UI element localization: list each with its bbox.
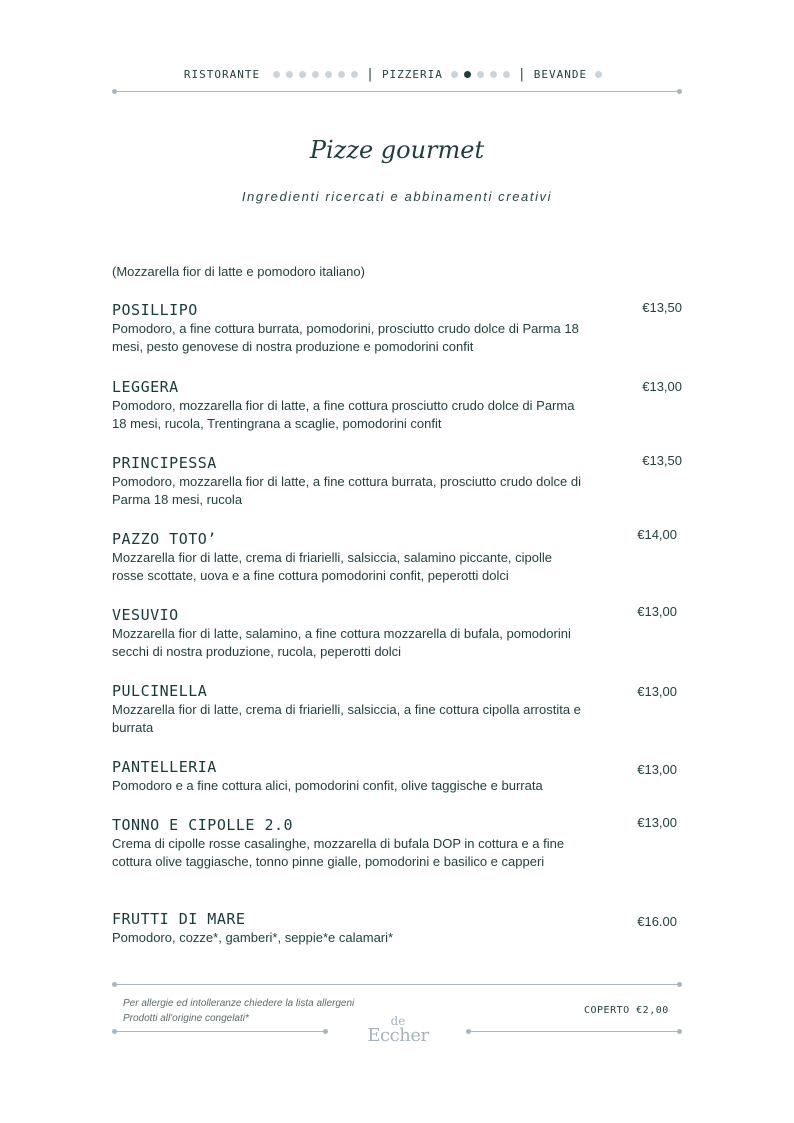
menu-item: [112, 681, 682, 737]
page-dots-pizzeria: [451, 71, 510, 78]
item-price: €16.00: [637, 914, 677, 929]
menu-item: [112, 377, 682, 433]
item-name: PAZZO TOTO’: [112, 530, 217, 548]
page-dot[interactable]: [338, 71, 345, 78]
footer-divider-left: [114, 1031, 326, 1032]
item-price: €13,00: [637, 604, 677, 619]
item-description: Pomodoro, cozze*, gamberi*, seppie*e calamari*: [112, 930, 394, 945]
logo-de: de: [390, 1014, 406, 1028]
item-price: €13,50: [642, 300, 682, 315]
page-dot[interactable]: [351, 71, 358, 78]
top-navigation: [0, 64, 794, 84]
menu-item: [112, 815, 682, 871]
logo-eccher: Eccher: [367, 1025, 429, 1046]
page-dot[interactable]: [451, 71, 458, 78]
item-description: Pomodoro, mozzarella fior di latte, a fine cottura prosciutto crudo dolce di Parma 18 mesi, rucola, Trentingrana a scaglie, pomodorini confit: [112, 398, 575, 431]
menu-item: [112, 757, 682, 795]
item-price: €13,00: [637, 815, 677, 830]
footer-divider-right: [468, 1031, 680, 1032]
item-price: €14,00: [637, 527, 677, 542]
de-eccher-logo: [363, 1016, 433, 1050]
item-price: €13,00: [637, 684, 677, 699]
nav-separator: |: [366, 66, 375, 82]
nav-link-pizzeria[interactable]: PIZZERIA: [381, 67, 443, 81]
cover-charge: COPERTO €2,00: [584, 1005, 669, 1016]
item-description: Mozzarella fior di latte, salamino, a fine cottura mozzarella di bufala, pomodorini secchi di nostra produzione, rucola, peperotti dolci: [112, 626, 571, 659]
nav-link-bevande[interactable]: BEVANDE: [533, 67, 588, 81]
page-title: Pizze gourmet: [309, 136, 485, 164]
page-dot[interactable]: [325, 71, 332, 78]
page-dots-ristorante: [273, 71, 358, 78]
header-divider: [114, 91, 680, 92]
item-price: €13,00: [642, 379, 682, 394]
page-dot[interactable]: [286, 71, 293, 78]
frozen-products-note: Prodotti all'origine congelati*: [123, 1013, 249, 1024]
page-dot[interactable]: [477, 71, 484, 78]
item-name: PRINCIPESSA: [112, 454, 217, 472]
base-ingredients-note: (Mozzarella fior di latte e pomodoro italiano): [112, 264, 365, 279]
item-name: POSILLIPO: [112, 301, 198, 319]
page-dot[interactable]: [299, 71, 306, 78]
item-name: FRUTTI DI MARE: [112, 910, 246, 928]
footer-divider-top: [114, 984, 680, 985]
menu-item: [112, 909, 682, 947]
footer-notes: [123, 996, 354, 1026]
page-dots-bevande: [595, 71, 602, 78]
nav-section-pizzeria[interactable]: [382, 68, 518, 81]
item-description: Crema di cipolle rosse casalinghe, mozzarella di bufala DOP in cottura e a fine cottura olive taggiasche, tonno pinne gialle, pomodorini e basilico e capperi: [112, 836, 565, 869]
item-price: €13,50: [642, 453, 682, 468]
allergens-note: Per allergie ed intolleranze chiedere la lista allergeni: [123, 998, 355, 1009]
item-description: Pomodoro, a fine cottura burrata, pomodorini, prosciutto crudo dolce di Parma 18 mesi, pesto genovese di nostra produzione e pomodorini confit: [112, 321, 579, 354]
item-description: Pomodoro, mozzarella fior di latte, a fine cottura burrata, prosciutto crudo dolce di Parma 18 mesi, rucola: [112, 474, 581, 507]
menu-item: [112, 300, 682, 356]
page-dot-active[interactable]: [464, 71, 471, 78]
item-name: PULCINELLA: [112, 682, 208, 700]
item-name: LEGGERA: [112, 378, 179, 396]
item-price: €13,00: [637, 762, 677, 777]
item-description: Mozzarella fior di latte, crema di friarielli, salsiccia, a fine cottura cipolla arrostita e burrata: [112, 702, 581, 735]
item-name: PANTELLERIA: [112, 758, 217, 776]
page-dot[interactable]: [273, 71, 280, 78]
page-dot[interactable]: [490, 71, 497, 78]
menu-item: [112, 605, 682, 661]
item-name: VESUVIO: [112, 606, 179, 624]
nav-separator: |: [517, 66, 527, 82]
item-description: Mozzarella fior di latte, crema di friarielli, salsiccia, salamino piccante, cipolle rosse scottate, uova e a fine cottura pomodorini confit, peperotti dolci: [112, 550, 553, 583]
nav-link-ristorante[interactable]: RISTORANTE: [183, 67, 261, 81]
nav-section-ristorante[interactable]: [184, 68, 366, 81]
menu-item: [112, 529, 682, 585]
page-dot[interactable]: [312, 71, 319, 78]
item-description: Pomodoro e a fine cottura alici, pomodorini confit, olive taggische e burrata: [112, 778, 543, 793]
item-name: TONNO E CIPOLLE 2.0: [112, 816, 294, 834]
page-dot[interactable]: [503, 71, 510, 78]
nav-section-bevande[interactable]: [534, 68, 610, 81]
page-subtitle: Ingredienti ricercati e abbinamenti creativi: [241, 189, 553, 204]
menu-item: [112, 453, 682, 509]
page-dot[interactable]: [595, 71, 602, 78]
